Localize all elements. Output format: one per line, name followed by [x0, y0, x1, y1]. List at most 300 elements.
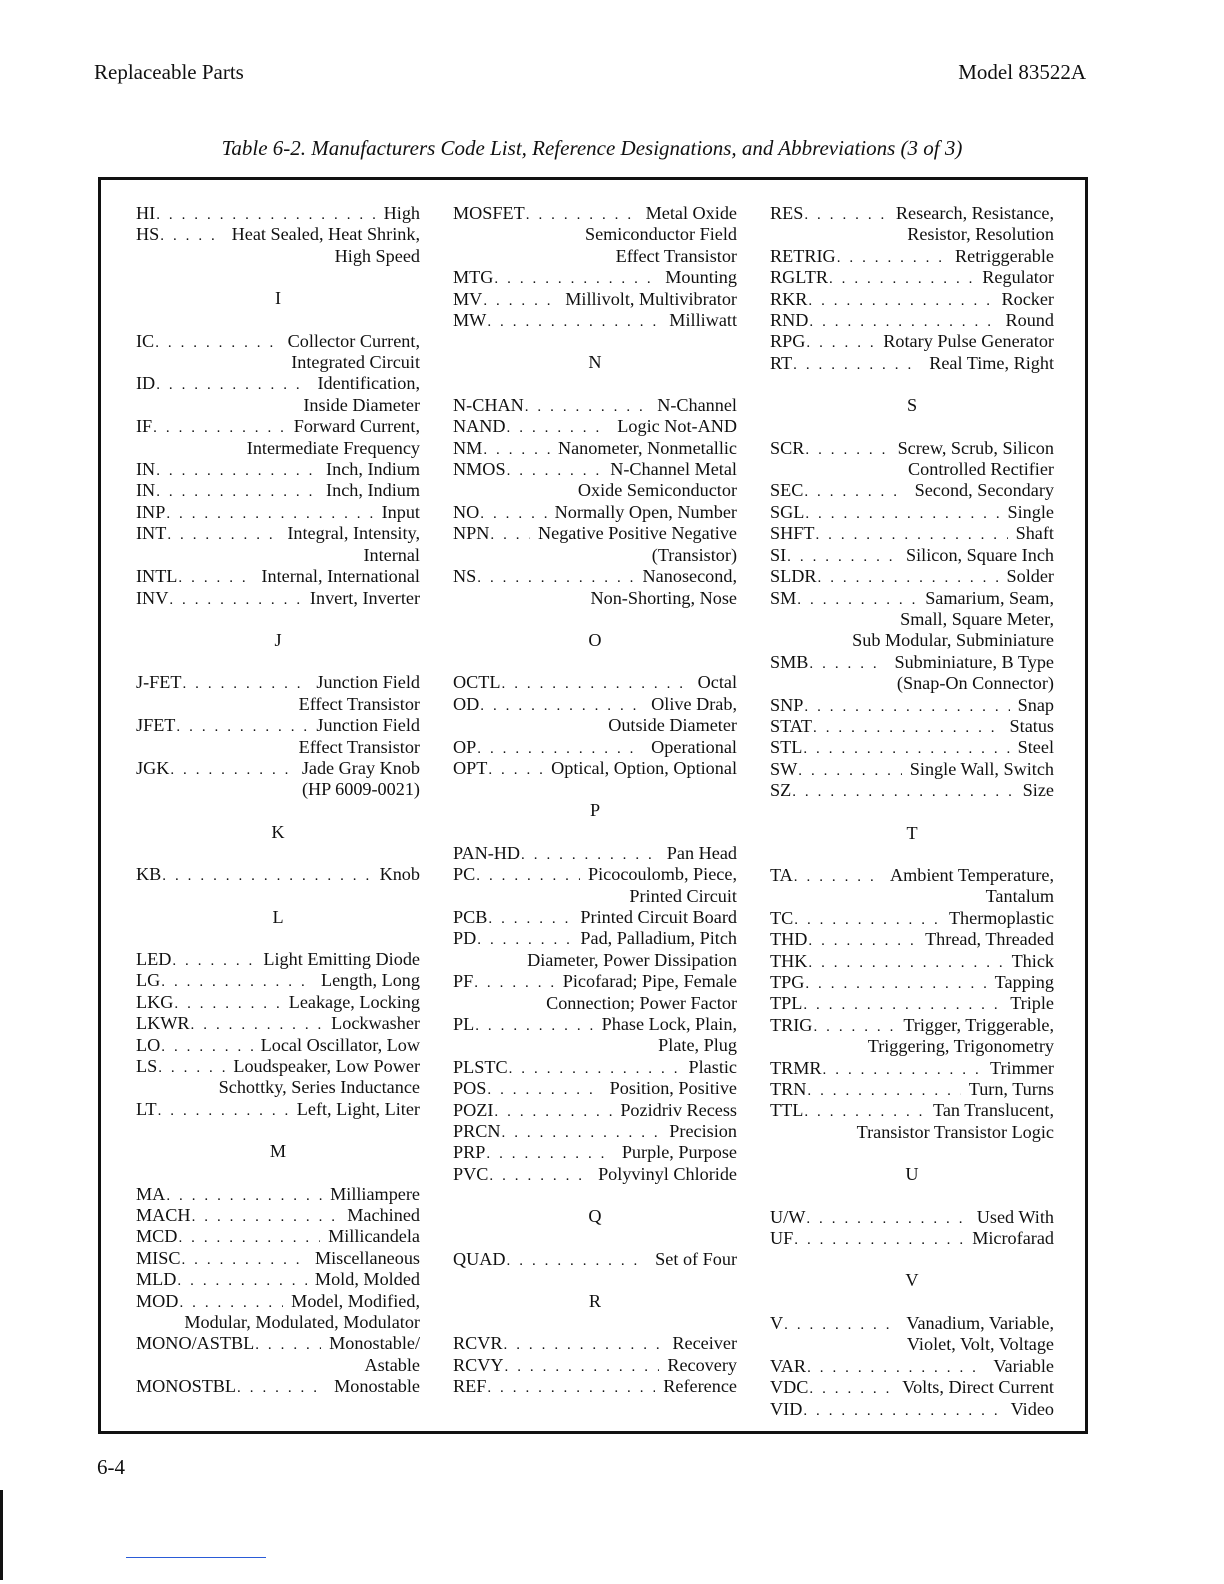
dot-leader: [793, 358, 921, 373]
abbreviation-entry: [770, 759, 1054, 780]
dot-leader: [179, 1296, 283, 1311]
dot-leader: [494, 272, 657, 287]
abbreviation-entry: [770, 1313, 1054, 1356]
dot-leader: [803, 998, 1002, 1013]
abbreviation-entry: [453, 1014, 737, 1057]
abbreviation-column-3: [770, 203, 1054, 1420]
abbreviation-meaning: Leakage, Locking: [288, 991, 420, 1012]
abbreviation-code: RT: [770, 352, 793, 373]
abbreviation-entry: [453, 566, 737, 609]
abbreviation-meaning: High: [383, 203, 420, 223]
abbreviation-code: PAN-HD: [453, 842, 521, 863]
abbreviation-meaning: Light Emitting Diode: [263, 948, 420, 969]
abbreviation-code: TA: [770, 864, 793, 885]
dot-leader: [808, 294, 993, 309]
abbreviation-meaning-continued: Effect Transistor: [615, 245, 737, 266]
abbreviation-entry: [770, 566, 1054, 587]
abbreviation-code: PC: [453, 864, 476, 885]
abbreviation-meaning: Millicandela: [328, 1226, 420, 1247]
dot-leader: [480, 507, 546, 522]
abbreviation-code: INV: [136, 587, 169, 608]
abbreviation-code: SZ: [770, 780, 792, 801]
abbreviation-entry: [136, 459, 420, 480]
abbreviation-code: MOD: [136, 1290, 179, 1311]
abbreviation-entry: [770, 545, 1054, 566]
abbreviation-entry: [770, 1356, 1054, 1377]
abbreviation-entry: [136, 373, 420, 416]
dot-leader: [818, 571, 999, 586]
abbreviation-code: TPL: [770, 993, 803, 1014]
abbreviation-meaning: Machined: [347, 1205, 420, 1226]
abbreviation-code: RPG: [770, 331, 806, 352]
dot-leader: [809, 315, 997, 330]
abbreviation-entry: [136, 1248, 420, 1269]
abbreviation-code: V: [770, 1312, 784, 1333]
abbreviation-code: MW: [453, 310, 487, 331]
abbreviation-meaning: Samarium, Seam,: [925, 587, 1054, 608]
abbreviation-meaning: Research, Resistance,: [895, 203, 1054, 223]
dot-leader: [804, 700, 1009, 715]
dot-leader: [156, 378, 309, 393]
abbreviation-meaning-continued: Inside Diameter: [303, 394, 420, 415]
abbreviation-meaning: Silicon, Square Inch: [906, 544, 1054, 565]
abbreviation-meaning: Mold, Molded: [314, 1269, 420, 1290]
dot-leader: [477, 742, 643, 757]
dot-leader: [803, 1404, 1002, 1419]
abbreviation-code: QUAD: [453, 1248, 506, 1269]
abbreviation-meaning: Pozidriv Recess: [620, 1099, 737, 1120]
abbreviation-entry: [770, 929, 1054, 950]
dot-leader: [158, 1104, 289, 1119]
abbreviation-meaning: Junction Field: [316, 715, 420, 736]
abbreviation-meaning-continued: Plate, Plug: [658, 1035, 737, 1056]
dot-leader: [176, 720, 308, 735]
abbreviation-entry: [770, 972, 1054, 993]
abbreviation-code: NM: [453, 437, 483, 458]
abbreviation-code: UF: [770, 1228, 794, 1249]
abbreviation-entry: [770, 865, 1054, 908]
abbreviation-entry: [136, 992, 420, 1013]
abbreviation-code: STL: [770, 737, 803, 758]
abbreviation-code: OPT: [453, 757, 488, 778]
dot-leader: [487, 1083, 601, 1098]
abbreviation-entry: [770, 502, 1054, 523]
abbreviation-code: HI: [136, 203, 156, 223]
abbreviation-code: TC: [770, 907, 794, 928]
abbreviation-meaning: Position, Positive: [609, 1078, 737, 1099]
footer-rule: [126, 1557, 266, 1558]
abbreviation-meaning-continued: Tantalum: [985, 886, 1054, 907]
abbreviation-entry: [136, 758, 420, 801]
abbreviation-meaning-continued: Semiconductor Field: [584, 224, 737, 245]
dot-leader: [797, 593, 917, 608]
abbreviation-entry: [770, 908, 1054, 929]
abbreviation-entry: [770, 353, 1054, 374]
abbreviation-entry: [453, 907, 737, 928]
abbreviation-code: MONOSTBL: [136, 1376, 237, 1397]
dot-leader: [483, 443, 550, 458]
abbreviation-entry: [136, 672, 420, 715]
abbreviation-code: JFET: [136, 715, 176, 736]
dot-leader: [477, 933, 572, 948]
abbreviation-entry: [770, 737, 1054, 758]
abbreviation-meaning: Nanometer, Nonmetallic: [557, 437, 737, 458]
dot-leader: [502, 1126, 662, 1141]
abbreviation-meaning: Integral, Intensity,: [287, 523, 420, 544]
dot-leader: [178, 1231, 320, 1246]
abbreviation-meaning: Volts, Direct Current: [902, 1377, 1054, 1398]
abbreviation-meaning: Shaft: [1015, 523, 1054, 544]
abbreviation-meaning: Identification,: [317, 373, 420, 394]
abbreviation-code: STAT: [770, 715, 812, 736]
dot-leader: [475, 1019, 593, 1034]
abbreviation-meaning-continued: Modular, Modulated, Modulator: [184, 1312, 420, 1333]
abbreviation-code: RES: [770, 203, 804, 223]
dot-leader: [182, 677, 308, 692]
dot-leader: [177, 1274, 306, 1289]
abbreviation-code: SCR: [770, 437, 805, 458]
abbreviation-meaning: Ambient Temperature,: [889, 864, 1054, 885]
abbreviation-entry: [136, 523, 420, 566]
abbreviation-code: SW: [770, 758, 798, 779]
abbreviation-meaning: Retriggerable: [955, 245, 1054, 266]
abbreviation-meaning-continued: Integrated Circuit: [291, 352, 420, 373]
abbreviation-meaning: Logic Not-AND: [617, 416, 737, 437]
abbreviation-code: IF: [136, 416, 153, 437]
abbreviation-code: MOSFET: [453, 203, 525, 223]
abbreviation-entry: [136, 1291, 420, 1334]
abbreviation-entry: [136, 1226, 420, 1247]
abbreviation-code: J-FET: [136, 672, 182, 693]
dot-leader: [792, 785, 1014, 800]
abbreviation-code: SHFT: [770, 523, 815, 544]
dot-leader: [487, 315, 661, 330]
abbreviation-entry: [453, 502, 737, 523]
section-letter: T: [906, 822, 918, 843]
abbreviation-code: PD: [453, 928, 477, 949]
abbreviation-meaning: Negative Positive Negative: [538, 523, 737, 544]
abbreviation-meaning-continued: Controlled Rectifier: [908, 459, 1054, 480]
section-letter: K: [271, 821, 285, 842]
abbreviation-entry: [136, 1013, 420, 1034]
dot-leader: [477, 571, 634, 586]
dot-leader: [804, 485, 906, 500]
section-letter: S: [906, 395, 918, 416]
abbreviation-entry: [770, 1015, 1054, 1058]
abbreviation-meaning-continued: Intermediate Frequency: [246, 437, 420, 458]
dot-leader: [808, 934, 917, 949]
abbreviation-entry: [136, 949, 420, 970]
abbreviation-code: VDC: [770, 1377, 809, 1398]
abbreviation-entry: [453, 523, 737, 566]
abbreviation-code: INP: [136, 501, 166, 522]
abbreviation-entry: [453, 971, 737, 1014]
abbreviation-code: HS: [136, 224, 160, 245]
abbreviation-code: LT: [136, 1098, 157, 1119]
abbreviation-code: REF: [453, 1376, 487, 1397]
abbreviation-meaning: Olive Drab,: [651, 693, 737, 714]
abbreviation-code: INT: [136, 523, 167, 544]
abbreviation-meaning: Microfarad: [972, 1228, 1054, 1249]
abbreviation-meaning-continued: Triggering, Trigonometry: [867, 1036, 1054, 1057]
abbreviation-meaning: Local Oscillator, Low: [260, 1034, 420, 1055]
abbreviation-entry: [136, 715, 420, 758]
section-letter: P: [589, 800, 601, 821]
abbreviation-entry: [770, 289, 1054, 310]
abbreviation-entry: [453, 1249, 737, 1270]
dot-leader: [526, 208, 638, 223]
abbreviation-meaning: Trimmer: [989, 1057, 1054, 1078]
abbreviation-code: OCTL: [453, 672, 501, 693]
abbreviation-code: SMB: [770, 651, 809, 672]
abbreviation-meaning: Tapping: [994, 972, 1054, 992]
abbreviation-entry: [453, 1376, 737, 1397]
abbreviation-code: MLD: [136, 1269, 177, 1290]
dot-leader: [255, 1338, 321, 1353]
abbreviation-meaning: Normally Open, Number: [554, 501, 737, 522]
abbreviation-code: TRIG: [770, 1014, 813, 1035]
abbreviation-code: VID: [770, 1398, 803, 1419]
abbreviation-code: IN: [136, 459, 156, 480]
section-letter: J: [274, 629, 282, 650]
abbreviation-meaning: Round: [1005, 310, 1054, 331]
section-letter: O: [588, 629, 602, 650]
abbreviation-code: SNP: [770, 694, 804, 715]
abbreviation-meaning: Plastic: [688, 1056, 737, 1077]
abbreviation-meaning: Snap: [1017, 694, 1054, 715]
abbreviation-code: LKWR: [136, 1013, 190, 1034]
dot-leader: [794, 913, 941, 928]
abbreviation-entry: [136, 1376, 420, 1397]
abbreviation-meaning: Trigger, Triggerable,: [903, 1014, 1054, 1035]
abbreviation-meaning: Pan Head: [666, 842, 737, 863]
dot-leader: [809, 1382, 894, 1397]
abbreviation-entry: [453, 672, 737, 693]
dot-leader: [507, 1254, 648, 1269]
abbreviation-meaning-continued: Violet, Volt, Voltage: [906, 1334, 1054, 1355]
abbreviation-meaning: Regulator: [982, 267, 1054, 288]
section-letter: M: [269, 1141, 287, 1162]
abbreviation-meaning: Receiver: [672, 1333, 737, 1354]
abbreviation-meaning: Tan Translucent,: [933, 1100, 1054, 1121]
abbreviation-meaning: Thick: [1011, 950, 1054, 971]
abbreviation-meaning: Picocoulomb, Piece,: [587, 864, 737, 885]
abbreviation-code: TRMR: [770, 1057, 822, 1078]
abbreviation-code: PRP: [453, 1142, 486, 1163]
abbreviation-entry: [770, 480, 1054, 501]
dot-leader: [166, 507, 373, 522]
abbreviation-code: SEC: [770, 480, 804, 501]
abbreviation-meaning: Polyvinyl Chloride: [598, 1163, 737, 1184]
abbreviation-entry: [453, 1121, 737, 1142]
abbreviation-meaning: Length, Long: [320, 970, 420, 991]
abbreviation-meaning: Rotary Pulse Generator: [883, 331, 1054, 352]
abbreviation-meaning: Loudspeaker, Low Power: [233, 1056, 420, 1076]
abbreviation-meaning: Millivolt, Multivibrator: [565, 288, 737, 309]
dot-leader: [489, 1169, 590, 1184]
dot-leader: [829, 272, 974, 287]
abbreviation-meaning: Subminiature, B Type: [894, 651, 1054, 672]
dot-leader: [166, 1189, 322, 1204]
abbreviation-column-1: [136, 203, 420, 1398]
abbreviation-entry: [136, 566, 420, 587]
dot-leader: [162, 869, 371, 884]
abbreviation-entry: [770, 523, 1054, 544]
abbreviation-entry: [453, 843, 737, 864]
section-letter: L: [272, 906, 284, 927]
abbreviation-code: THD: [770, 929, 808, 950]
abbreviation-meaning: Reference: [663, 1376, 737, 1397]
abbreviation-meaning: Purple, Purpose: [621, 1142, 737, 1163]
abbreviation-meaning: Monostable/: [329, 1333, 420, 1354]
abbreviation-meaning: Collector Current,: [287, 330, 420, 351]
dot-leader: [509, 1062, 681, 1077]
abbreviation-entry: [770, 1058, 1054, 1079]
abbreviation-meaning: Operational: [651, 736, 737, 757]
dot-leader: [480, 699, 643, 714]
abbreviation-code: IC: [136, 330, 155, 351]
abbreviation-entry: [770, 993, 1054, 1014]
abbreviation-entry: [453, 267, 737, 288]
abbreviation-entry: [136, 1035, 420, 1056]
abbreviation-code: PVC: [453, 1163, 489, 1184]
abbreviation-meaning-continued: Small, Square Meter,: [900, 608, 1054, 629]
abbreviation-meaning: Printed Circuit Board: [580, 906, 737, 927]
abbreviation-entry: [770, 1228, 1054, 1249]
abbreviation-entry: [453, 737, 737, 758]
abbreviation-entry: [136, 224, 420, 267]
abbreviation-code: RCVR: [453, 1333, 503, 1354]
abbreviation-entry: [136, 502, 420, 523]
abbreviation-entry: [770, 1399, 1054, 1420]
dot-leader: [181, 1253, 306, 1268]
abbreviation-meaning-continued: Connection; Power Factor: [546, 992, 737, 1013]
abbreviation-meaning-continued: Sub Modular, Subminiature: [852, 630, 1054, 651]
abbreviation-entry: [453, 289, 737, 310]
abbreviation-meaning-continued: (Snap-On Connector): [896, 673, 1054, 694]
abbreviation-entry: [770, 951, 1054, 972]
abbreviation-meaning: Monostable: [334, 1376, 420, 1397]
abbreviation-entry: [770, 1100, 1054, 1143]
abbreviation-meaning: Input: [381, 501, 420, 522]
abbreviation-entry: [136, 203, 420, 224]
abbreviation-code: SM: [770, 587, 797, 608]
dot-leader: [823, 1063, 982, 1078]
dot-leader: [809, 657, 886, 672]
dot-leader: [169, 593, 302, 608]
abbreviation-code: IN: [136, 480, 156, 501]
abbreviation-meaning: Metal Oxide: [645, 203, 737, 223]
dot-leader: [178, 571, 253, 586]
abbreviation-meaning-continued: (Transistor): [651, 544, 737, 565]
abbreviation-code: PCB: [453, 906, 488, 927]
abbreviation-entry: [770, 1377, 1054, 1398]
abbreviation-meaning: Video: [1010, 1398, 1054, 1419]
dot-leader: [170, 763, 293, 778]
abbreviation-entry: [770, 588, 1054, 652]
dot-leader: [488, 912, 572, 927]
abbreviation-entry: [453, 1057, 737, 1078]
abbreviation-entry: [770, 310, 1054, 331]
dot-leader: [507, 421, 610, 436]
section-letter: V: [905, 1270, 919, 1291]
abbreviation-meaning: Nanosecond,: [642, 566, 737, 587]
dot-leader: [803, 742, 1009, 757]
abbreviation-entry: [136, 1205, 420, 1226]
abbreviation-meaning-continued: Non-Shorting, Nose: [590, 587, 737, 608]
dot-leader: [174, 997, 280, 1012]
dot-leader: [191, 1018, 324, 1033]
abbreviation-code: N-CHAN: [453, 394, 524, 415]
dot-leader: [486, 1147, 613, 1162]
dot-leader: [160, 229, 223, 244]
abbreviation-code: OD: [453, 693, 480, 714]
abbreviation-entry: [136, 1056, 420, 1099]
abbreviation-meaning-continued: Effect Transistor: [298, 693, 420, 714]
abbreviation-code: MONO/ASTBL: [136, 1333, 255, 1354]
dot-leader: [507, 464, 603, 479]
abbreviation-meaning: Single: [1007, 501, 1054, 522]
abbreviation-code: TPG: [770, 972, 805, 992]
abbreviation-entry: [136, 970, 420, 991]
dot-leader: [521, 848, 659, 863]
abbreviation-code: PF: [453, 971, 474, 992]
abbreviation-entry: [136, 1099, 420, 1120]
abbreviation-meaning: Thermoplastic: [948, 907, 1054, 928]
abbreviation-entry: [453, 310, 737, 331]
abbreviation-code: LS: [136, 1056, 158, 1076]
abbreviation-code: INTL: [136, 566, 178, 587]
abbreviation-code: MV: [453, 288, 483, 309]
abbreviation-meaning: N-Channel: [657, 394, 737, 415]
abbreviation-meaning: Heat Sealed, Heat Shrink,: [231, 224, 420, 245]
abbreviation-entry: [453, 459, 737, 502]
dot-leader: [153, 421, 286, 436]
abbreviation-meaning: Pad, Palladium, Pitch: [580, 928, 737, 949]
abbreviation-code: TRN: [770, 1079, 807, 1100]
abbreviation-code: SLDR: [770, 566, 817, 587]
abbreviation-meaning: Milliampere: [330, 1183, 420, 1204]
abbreviation-entry: [770, 652, 1054, 695]
section-letter: Q: [588, 1206, 602, 1227]
abbreviation-entry: [453, 1333, 737, 1354]
abbreviation-meaning-continued: Transistor Transistor Logic: [856, 1121, 1054, 1142]
dot-leader: [488, 763, 543, 778]
abbreviation-code: RETRIG: [770, 245, 836, 266]
abbreviation-code: LG: [136, 970, 161, 991]
abbreviation-meaning-continued: Astable: [364, 1354, 420, 1375]
abbreviation-entry: [770, 716, 1054, 737]
abbreviation-entry: [453, 928, 737, 971]
dot-leader: [474, 976, 555, 991]
abbreviation-meaning: Real Time, Right: [929, 352, 1054, 373]
dot-leader: [805, 507, 999, 522]
dot-leader: [502, 677, 690, 692]
abbreviation-meaning-continued: Effect Transistor: [298, 736, 420, 757]
section-letter: R: [588, 1291, 602, 1312]
dot-leader: [156, 208, 375, 223]
dot-leader: [808, 956, 1003, 971]
dot-leader: [167, 528, 279, 543]
abbreviation-meaning-continued: Schottky, Series Inductance: [218, 1077, 420, 1098]
abbreviation-code: NPN: [453, 523, 490, 544]
abbreviation-meaning: Lockwasher: [331, 1013, 420, 1034]
abbreviation-code: MTG: [453, 267, 494, 288]
abbreviation-meaning: Triple: [1010, 993, 1054, 1014]
abbreviation-entry: [770, 438, 1054, 481]
dot-leader: [805, 443, 889, 458]
dot-leader: [787, 550, 898, 565]
